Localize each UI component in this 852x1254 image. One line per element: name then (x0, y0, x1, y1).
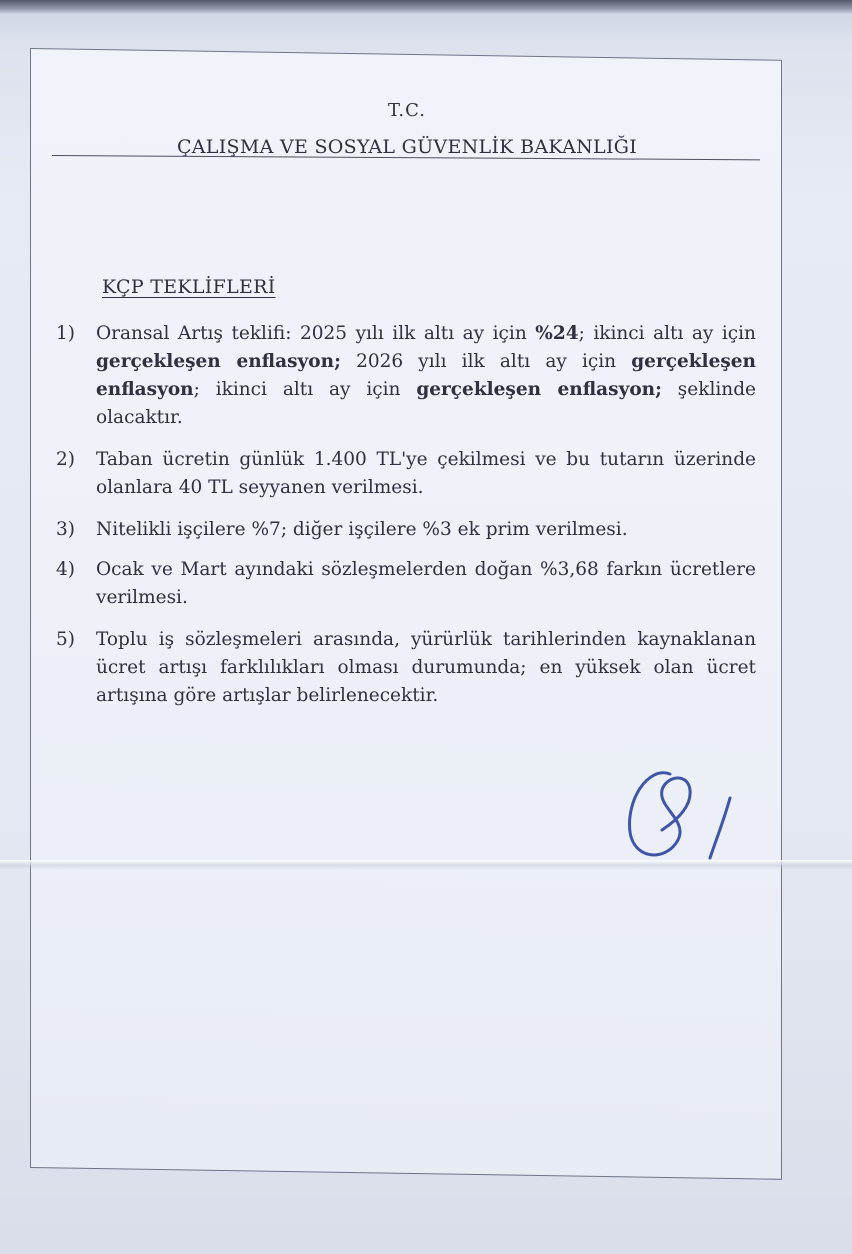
proposal-list (56, 320, 756, 710)
item-number: 1) (56, 323, 75, 344)
list-item (56, 556, 756, 612)
paper-fold (0, 860, 852, 870)
handwritten-signature (618, 760, 768, 870)
section-title: KÇP TEKLİFLERİ (102, 276, 276, 298)
item-number: 4) (56, 559, 75, 580)
item-number: 2) (56, 449, 75, 470)
item-text: Toplu iş sözleşmeleri arasında, yürürlük tarihlerinden kaynaklanan ücret artışı farklılıkları olması durumunda; en yüksek olan ücret artışına göre artışlar belirlenecektir. (96, 629, 756, 706)
item-text: Nitelikli işçilere %7; diğer işçilere %3 ek prim verilmesi. (96, 519, 628, 540)
item-number: 5) (56, 629, 75, 650)
list-item (56, 320, 756, 432)
list-item (56, 446, 756, 502)
item-text: Oransal Artış teklifi: 2025 yılı ilk altı ay için %24; ikinci altı ay için gerçekleşen enflasyon; 2026 yılı ilk altı ay için gerçekleşen enflasyon; ikinci altı ay için gerçekleşen enflasyon; şeklinde olacaktır. (96, 323, 756, 428)
header-tc: T.C. (388, 100, 426, 121)
item-text: Taban ücretin günlük 1.400 TL'ye çekilmesi ve bu tutarın üzerinde olanlara 40 TL seyyanen verilmesi. (96, 449, 756, 498)
list-item (56, 516, 756, 544)
list-item (56, 626, 756, 710)
item-text: Ocak ve Mart ayındaki sözleşmelerden doğan %3,68 farkın ücretlere verilmesi. (96, 559, 756, 608)
header-ministry: ÇALIŞMA VE SOSYAL GÜVENLİK BAKANLIĞI (176, 136, 638, 158)
item-number: 3) (56, 519, 75, 540)
